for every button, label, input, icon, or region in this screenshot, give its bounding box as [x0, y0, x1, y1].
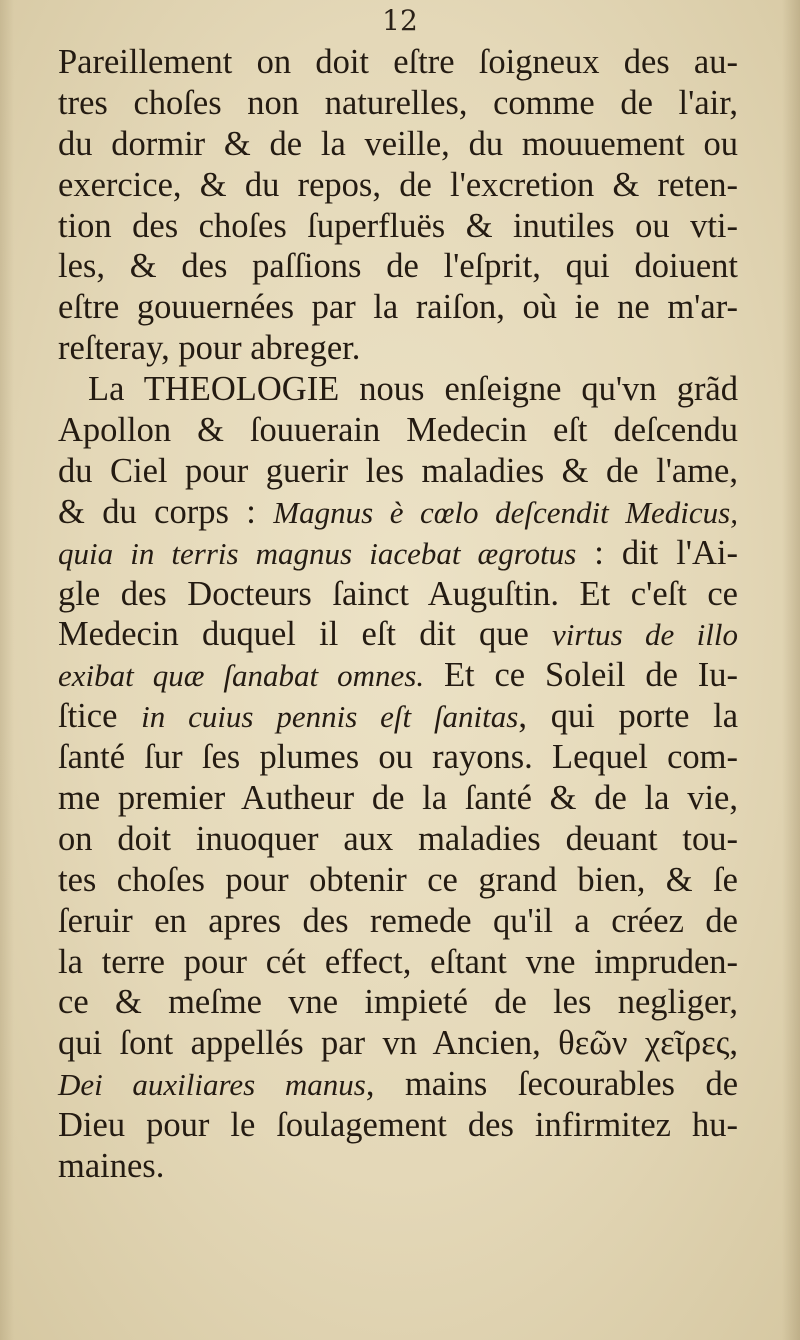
text-line [58, 369, 738, 410]
line-text: maines. [58, 1147, 165, 1186]
line-text: exercice, & du repos, de l'excretion & reten- [58, 165, 738, 204]
latin-quote: virtus de illo [552, 617, 739, 653]
latin-quote: quia in terris magnus iacebat ægrotus [58, 535, 577, 571]
text-line [58, 819, 738, 860]
page-number: 12 [382, 4, 418, 37]
text-line [58, 206, 738, 247]
body-text [58, 42, 738, 1187]
text-line [58, 1105, 738, 1146]
latin-quote: Magnus è cœlo deſcendit Medicus, [273, 494, 738, 530]
line-text: qui ſont appellés par vn Ancien, θεῶν χεῖρες, [58, 1024, 738, 1063]
line-text: du Ciel pour guerir les maladies & de l'ame, [58, 451, 738, 490]
text-line [58, 737, 738, 778]
line-text: du dormir & de la veille, du mouuement ou [58, 124, 738, 163]
latin-quote: Dei auxiliares manus [58, 1067, 366, 1103]
line-text: tes choſes pour obtenir ce grand bien, & ſe [58, 860, 738, 899]
line-text: : dit l'Ai- [576, 533, 738, 572]
text-line [58, 492, 738, 533]
text-line [58, 328, 738, 369]
line-text: tres choſes non naturelles, comme de l'air, [58, 83, 738, 122]
line-text: tion des choſes ſuperfluës & inutiles ou vti- [58, 206, 738, 245]
line-text: Et ce Soleil de Iu- [424, 656, 738, 695]
text-line [58, 83, 738, 124]
text-line [58, 410, 738, 451]
line-text: ſtice [58, 697, 142, 736]
text-line [58, 1064, 738, 1105]
line-text: eſtre gouuernées par la raiſon, où ie ne m'ar- [58, 288, 738, 327]
text-line [58, 287, 738, 328]
line-text: Pareillement on doit eſtre ſoigneux des au- [58, 43, 738, 81]
text-line [58, 614, 738, 655]
line-text: reſteray, pour abreger. [58, 329, 361, 368]
line-text: me premier Autheur de la ſanté & de la vie, [58, 779, 738, 818]
text-line [58, 451, 738, 492]
text-line [58, 1146, 738, 1187]
line-text: ſanté ſur ſes plumes ou rayons. Lequel com- [58, 738, 738, 777]
page-right-shadow [782, 0, 800, 1340]
line-text: , qui porte la [518, 697, 739, 736]
text-line [58, 982, 738, 1023]
text-line [58, 246, 738, 287]
line-text: gle des Docteurs ſainct Auguſtin. Et c'eſt ce [58, 574, 738, 613]
line-text: , mains ſecourables de [365, 1065, 739, 1104]
line-text: Dieu pour le ſoulagement des infirmitez hu- [58, 1106, 738, 1145]
page-left-shadow [0, 0, 14, 1340]
line-text: on doit inuoquer aux maladies deuant tou- [58, 819, 738, 858]
text-line [58, 124, 738, 165]
line-text: La THEOLOGIE nous enſeigne qu'vn grãd [88, 370, 738, 409]
text-line [58, 655, 738, 696]
text-line [58, 942, 738, 983]
line-text: la terre pour cét effect, eſtant vne impruden- [58, 942, 738, 981]
line-text: & du corps : [58, 492, 274, 531]
text-line [58, 778, 738, 819]
line-text: ce & meſme vne impieté de les negliger, [58, 983, 738, 1022]
text-line [58, 901, 738, 942]
text-line [58, 165, 738, 206]
line-text: les, & des paſſions de l'eſprit, qui doiuent [58, 247, 738, 286]
text-line [58, 860, 738, 901]
latin-quote: in cuius pennis eſt ſanitas [141, 699, 519, 735]
latin-quote: exibat quæ ſanabat omnes. [58, 658, 425, 694]
line-text: Medecin duquel il eſt dit que [58, 615, 553, 654]
text-line [58, 42, 738, 83]
text-line [58, 574, 738, 615]
line-text: ſeruir en apres des remede qu'il a créez de [58, 901, 738, 940]
text-line [58, 696, 738, 737]
text-line [58, 533, 738, 574]
line-text: Apollon & ſouuerain Medecin eſt deſcendu [58, 411, 738, 450]
text-line [58, 1023, 738, 1064]
